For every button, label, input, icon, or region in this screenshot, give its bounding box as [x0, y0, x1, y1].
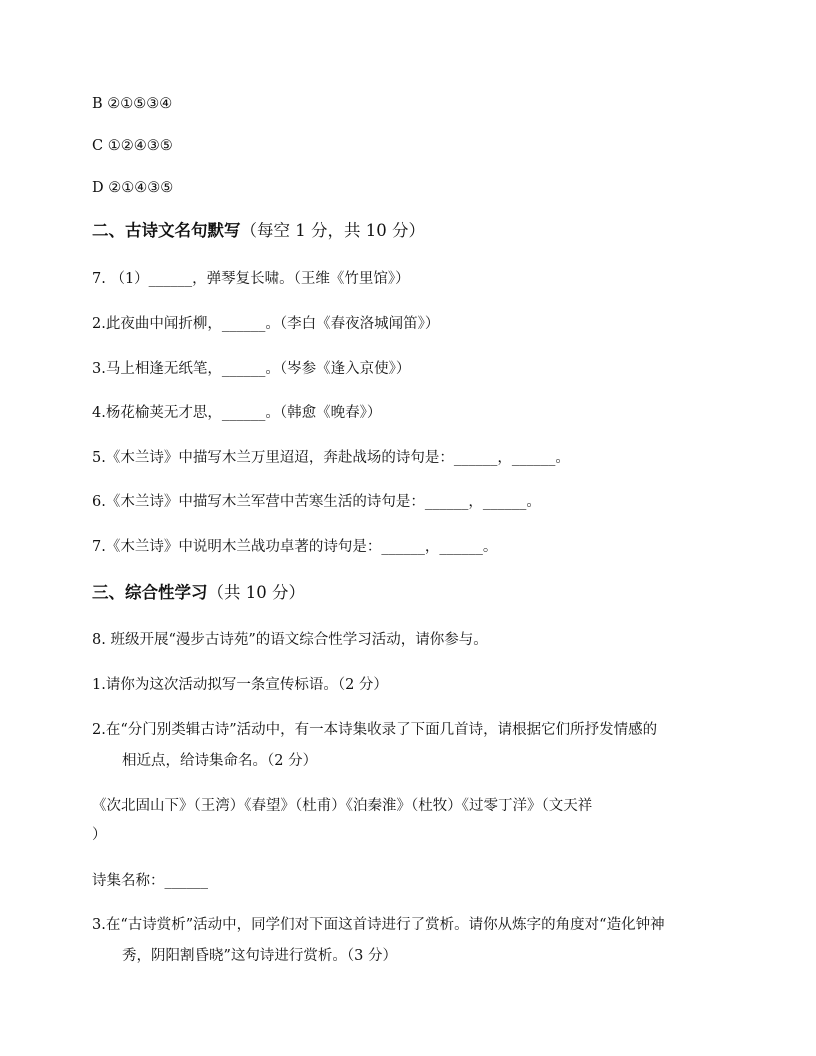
option-letter: C — [92, 138, 104, 154]
poem-item-3: 3.马上相逢无纸笔，______。（岑参《逢入京使》） — [92, 361, 411, 377]
poem-item-1: 7. （1）______，弹琴复长啸。（王维《竹里馆》） — [92, 271, 410, 287]
option-sequence: ②①④③⑤ — [108, 180, 174, 196]
option-sequence: ②①⑤③④ — [107, 96, 173, 112]
poem-item-4: 4.杨花榆荚无才思，______。（韩愈《晚春》） — [92, 405, 382, 421]
poem-list-line-1: 《次北固山下》（王湾）《春望》（杜甫）《泊秦淮》（杜牧）《过零丁洋》（文天祥 — [92, 798, 593, 814]
option-letter: D — [92, 180, 104, 196]
poem-item-2: 2.此夜曲中闻折柳，______。（李白《春夜洛城闻笛》） — [92, 316, 440, 332]
poem-item-7: 7.《木兰诗》中说明木兰战功卓著的诗句是：______，______。 — [92, 539, 498, 555]
option-d — [92, 178, 724, 198]
option-b — [92, 94, 724, 114]
section-2-title: 二、古诗文名句默写 — [92, 221, 241, 240]
option-letter: B — [92, 96, 103, 112]
section-2-note: （每空 1 分，共 10 分） — [240, 221, 425, 240]
question-8-3-line-2: 秀，阴阳割昏晓”这句诗进行赏析。（3 分） — [122, 948, 397, 964]
question-8-2-line-2: 相近点，给诗集命名。（2 分） — [122, 753, 318, 769]
section-2-heading — [92, 220, 425, 242]
option-sequence: ①②④③⑤ — [107, 138, 173, 154]
question-8: 8. 班级开展“漫步古诗苑”的语文综合性学习活动，请你参与。 — [92, 632, 488, 648]
question-8-2-line-1: 2.在“分门别类辑古诗”活动中，有一本诗集收录了下面几首诗，请根据它们所抒发情感的 — [92, 722, 658, 738]
poem-item-6: 6.《木兰诗》中描写木兰军营中苦寒生活的诗句是：______，______。 — [92, 494, 541, 510]
poem-item-5: 5.《木兰诗》中描写木兰万里迢迢，奔赴战场的诗句是：______，______。 — [92, 450, 570, 466]
section-3-heading — [92, 582, 305, 604]
question-8-3-line-1: 3.在“古诗赏析”活动中，同学们对下面这首诗进行了赏析。请你从炼字的角度对“造化钟神 — [92, 917, 665, 933]
poem-list-line-2: ） — [92, 827, 107, 843]
option-c — [92, 136, 724, 156]
question-8-1: 1.请你为这次活动拟写一条宣传标语。（2 分） — [92, 677, 388, 693]
section-3-title: 三、综合性学习 — [92, 583, 208, 602]
anthology-name-field: 诗集名称：______ — [92, 873, 208, 889]
section-3-note: （共 10 分） — [207, 583, 305, 602]
